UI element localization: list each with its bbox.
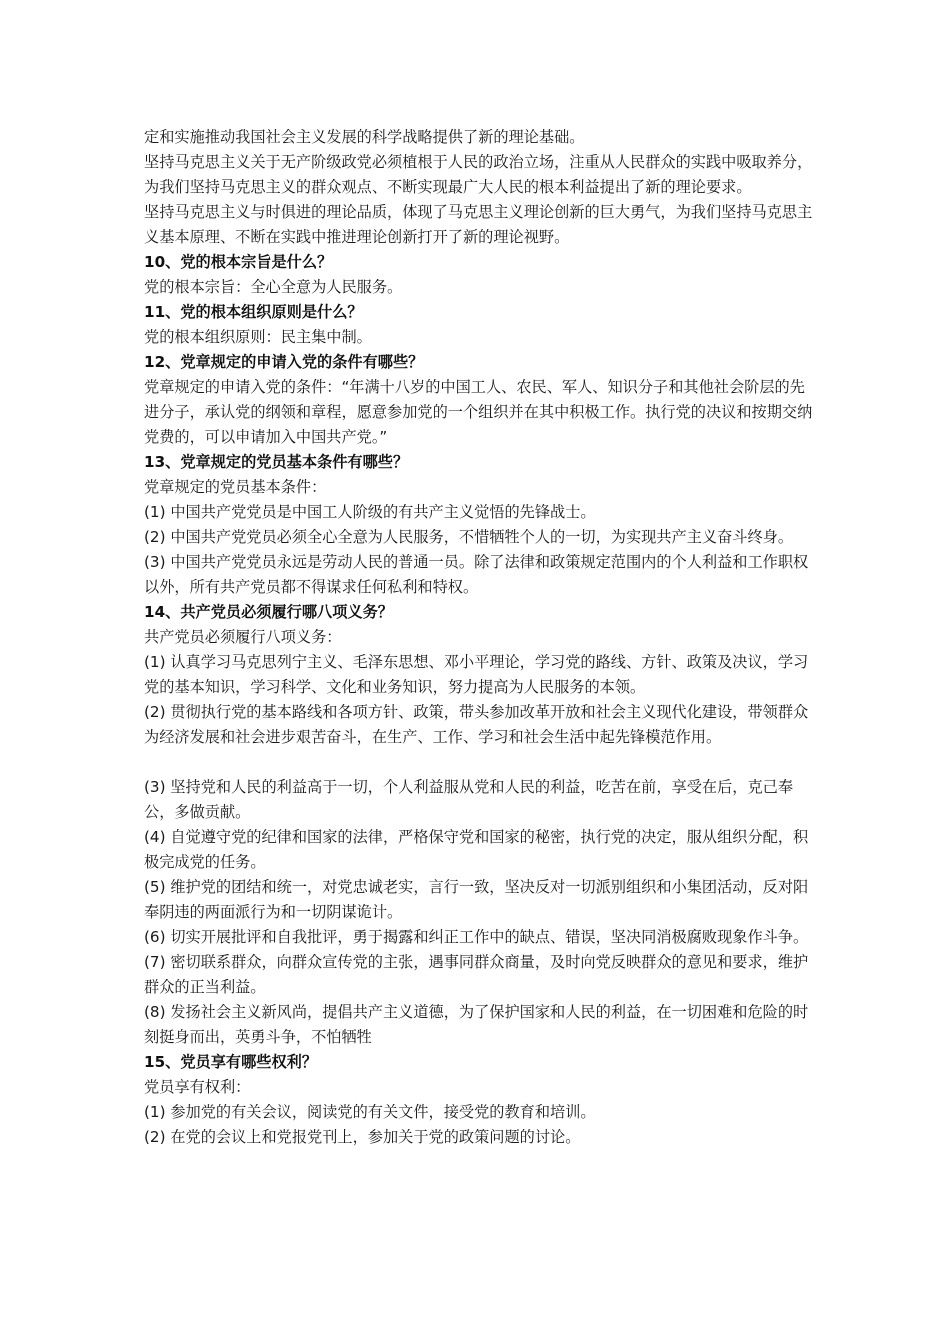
list-item: (1) 认真学习马克思列宁主义、毛泽东思想、邓小平理论，学习党的路线、方针、政策及决议，学习党的基本知识，学习科学、文化和业务知识，努力提高为人民服务的本领。 xyxy=(144,653,809,696)
list-item: (2) 在党的会议上和党报党刊上，参加关于党的政策问题的讨论。 xyxy=(144,1128,581,1146)
paragraph: 坚持马克思主义与时俱进的理论品质，体现了马克思主义理论创新的巨大勇气，为我们坚持马克思主义基本原理、不断在实践中推进理论创新打开了新的理论视野。 xyxy=(144,203,813,246)
list-item: (2) 中国共产党党员必须全心全意为人民服务，不惜牺牲个人的一切，为实现共产主义奋斗终身。 xyxy=(144,528,794,546)
list-item: (3) 坚持党和人民的利益高于一切，个人利益服从党和人民的利益，吃苦在前，享受在后，克己奉公，多做贡献。 xyxy=(144,778,794,821)
question-heading: 11、党的根本组织原则是什么？ xyxy=(144,303,363,321)
document-body xyxy=(144,125,816,1150)
list-item: (5) 维护党的团结和统一，对党忠诚老实，言行一致，坚决反对一切派别组织和小集团活动，反对阳奉阴违的两面派行为和一切阴谋诡计。 xyxy=(144,878,809,921)
list-item: (4) 自觉遵守党的纪律和国家的法律，严格保守党和国家的秘密，执行党的决定，服从组织分配，积极完成党的任务。 xyxy=(144,828,809,871)
list-item: (3) 中国共产党党员永远是劳动人民的普通一员。除了法律和政策规定范围内的个人利益和工作职权以外，所有共产党员都不得谋求任何私利和特权。 xyxy=(144,553,809,596)
paragraph: 共产党员必须履行八项义务： xyxy=(144,628,342,646)
question-heading: 13、党章规定的党员基本条件有哪些？ xyxy=(144,453,409,471)
paragraph: 坚持马克思主义关于无产阶级政党必须植根于人民的政治立场，注重从人民群众的实践中吸取养分，为我们坚持马克思主义的群众观点、不断实现最广大人民的根本利益提出了新的理论要求。 xyxy=(144,153,813,196)
paragraph: 党员享有权利： xyxy=(144,1078,251,1096)
list-item: (1) 中国共产党党员是中国工人阶级的有共产主义觉悟的先锋战士。 xyxy=(144,503,596,521)
question-heading: 14、共产党员必须履行哪八项义务？ xyxy=(144,603,393,621)
paragraph: 党章规定的党员基本条件： xyxy=(144,478,327,496)
list-item: (8) 发扬社会主义新风尚，提倡共产主义道德，为了保护国家和人民的利益，在一切困难和危险的时刻挺身而出，英勇斗争，不怕牺牲 xyxy=(144,1003,809,1046)
paragraph: 定和实施推动我国社会主义发展的科学战略提供了新的理论基础。 xyxy=(144,128,585,146)
question-heading: 12、党章规定的申请入党的条件有哪些？ xyxy=(144,353,424,371)
list-item: (2) 贯彻执行党的基本路线和各项方针、政策，带头参加改革开放和社会主义现代化建设，带领群众为经济发展和社会进步艰苦奋斗，在生产、工作、学习和社会生活中起先锋模范作用。 xyxy=(144,703,809,746)
list-item: (6) 切实开展批评和自我批评，勇于揭露和纠正工作中的缺点、错误，坚决同消极腐败现象作斗争。 xyxy=(144,928,809,946)
paragraph: 党的根本宗旨：全心全意为人民服务。 xyxy=(144,278,403,296)
question-heading: 10、党的根本宗旨是什么？ xyxy=(144,253,333,271)
paragraph: 党的根本组织原则：民主集中制。 xyxy=(144,328,372,346)
list-item: (1) 参加党的有关会议，阅读党的有关文件，接受党的教育和培训。 xyxy=(144,1103,596,1121)
blank-line xyxy=(144,750,816,775)
list-item: (7) 密切联系群众，向群众宣传党的主张，遇事同群众商量，及时向党反映群众的意见和要求，维护群众的正当利益。 xyxy=(144,953,809,996)
question-heading: 15、党员享有哪些权利？ xyxy=(144,1053,318,1071)
paragraph: 党章规定的申请入党的条件：“年满十八岁的中国工人、农民、军人、知识分子和其他社会阶层的先进分子，承认党的纲领和章程，愿意参加党的一个组织并在其中积极工作。执行党的决议和按期交纳党费的，可以申请加入中国共产党。” xyxy=(144,378,813,446)
